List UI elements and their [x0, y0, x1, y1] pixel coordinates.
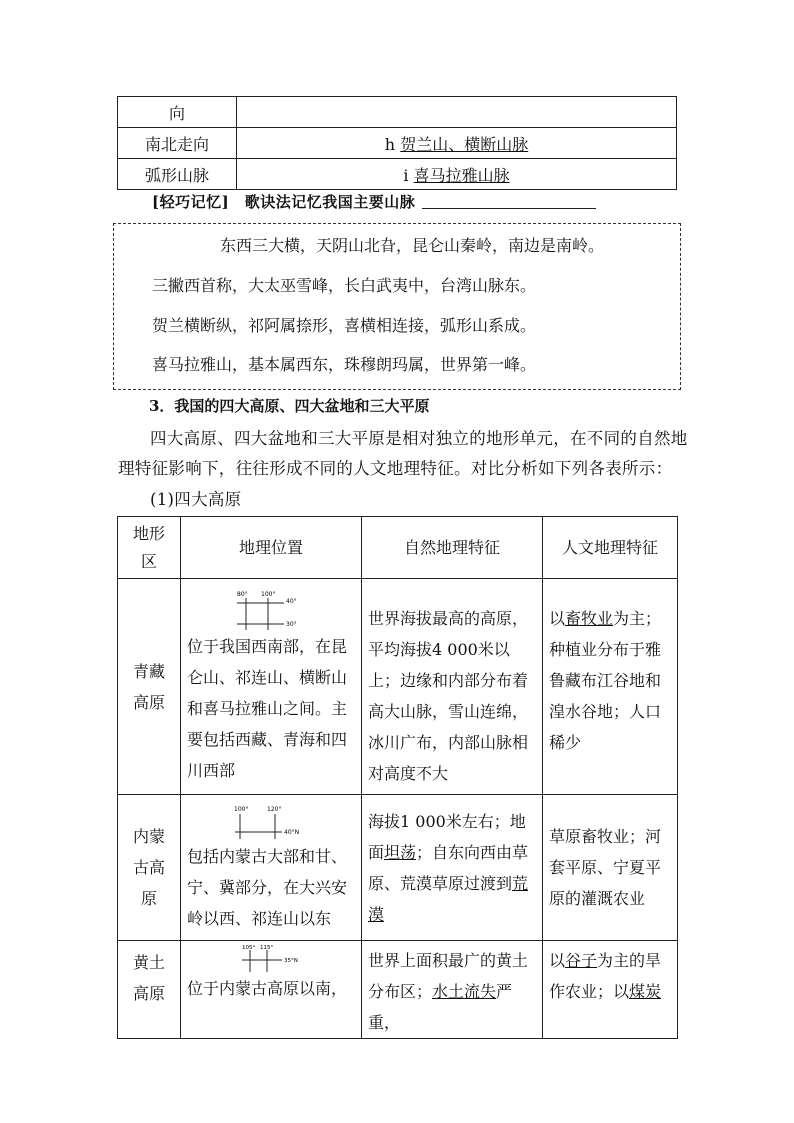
text-span: 世界上面积最广的黄土分布区； [368, 951, 529, 1001]
verse-line: 东西三大横，天阴山北旮，昆仑山秦岭，南边是南岭。 [220, 236, 605, 255]
lat-lon-grid-icon [232, 589, 312, 631]
paragraph-line: 四大高原、四大盆地和三大平原是相对独立的地形单元，在不同的自然地 [150, 429, 688, 448]
text-span: 以 [549, 609, 566, 628]
plateau-table [117, 516, 678, 1039]
region-name: 青藏 [132, 661, 165, 681]
header-cell: 自然地理特征 [362, 517, 543, 579]
answer-text: 畜牧业 [565, 609, 614, 628]
memory-tip-title: [轻巧记忆] 歌诀法记忆我国主要山脉 [152, 193, 416, 211]
location-cell [181, 579, 362, 795]
svg-text:120°: 120° [266, 806, 281, 813]
mountain-direction-table [117, 96, 677, 190]
answer-prefix: i [403, 165, 414, 185]
direction-value [237, 159, 677, 190]
text-span: 海拔1 000米左右；地面 [368, 811, 526, 862]
direction-value [237, 97, 677, 128]
answer-text: 喜马拉雅山脉 [413, 165, 510, 185]
verse-line: 喜马拉雅山，基本属西东，珠穆朗玛属，世界第一峰。 [152, 355, 537, 374]
location-cell [181, 941, 362, 1039]
svg-text:100°: 100° [233, 806, 248, 813]
header-cell: 地理位置 [181, 517, 362, 579]
natural-cell [362, 795, 543, 941]
svg-text:35°N: 35°N [283, 958, 298, 964]
region-cell [118, 941, 181, 1039]
human-cell: 草原畜牧业；河套平原、宁夏平原的灌溉农业 [543, 795, 678, 941]
direction-label: 向 [118, 97, 237, 128]
region-name: 高原 [132, 984, 165, 1003]
memory-verse-box [113, 223, 681, 390]
svg-text:105°: 105° [241, 945, 255, 951]
text-span: 以 [549, 951, 566, 970]
lat-lon-grid-icon [232, 943, 312, 973]
natural-cell [362, 941, 543, 1039]
text-span: ；自东向西由草原、荒漠草原过渡到 [368, 842, 529, 893]
text-span: 为主；种植业分布于雅鲁藏布江谷地和湟水谷地；人口稀少 [549, 609, 662, 752]
title-underline [422, 208, 596, 209]
region-cell [118, 795, 181, 941]
verse-line: 三撇西首称，大太巫雪峰，长白武夷中，台湾山脉东。 [152, 276, 537, 295]
svg-text:100°: 100° [260, 591, 275, 598]
text-span: 严重， [368, 982, 513, 1032]
natural-cell: 世界海拔最高的高原，平均海拔4 000米以上；边缘和内部分布着高大山脉，雪山连绵，冰川广布，内部山脉相对高度不大 [362, 579, 543, 795]
location-text: 包括内蒙古大部和甘、宁、冀部分，在大兴安岭以西、祁连山以东 [187, 847, 348, 928]
region-name: 黄土 [132, 953, 165, 972]
header-cell [118, 517, 181, 579]
svg-text:40°N: 40°N [283, 829, 299, 836]
human-cell [543, 579, 678, 795]
header-text: 区 [140, 551, 157, 571]
table-row [118, 795, 678, 941]
location-cell [181, 795, 362, 941]
text-span: 为主的旱作农业；以 [549, 951, 662, 1001]
answer-text: 水土流失 [432, 982, 497, 1001]
region-name: 内蒙 [132, 827, 165, 846]
region-name: 高原 [132, 692, 165, 712]
human-cell [543, 941, 678, 1039]
answer-prefix: h [384, 134, 401, 154]
svg-text:80°: 80° [236, 591, 248, 598]
answer-text: 贺兰山、横断山脉 [400, 134, 529, 154]
section-heading: 3．我国的四大高原、四大盆地和三大平原 [149, 397, 430, 415]
answer-text: 坦荡 [384, 842, 417, 862]
region-name: 原 [140, 889, 157, 908]
location-text: 位于我国西南部，在昆仑山、祁连山、横断山和喜马拉雅山之间。主要包括西藏、青海和四川西部 [187, 637, 348, 780]
lat-lon-grid-icon [232, 803, 312, 841]
answer-text: 荒漠 [368, 873, 529, 924]
svg-text:40°: 40° [285, 598, 297, 605]
svg-text:115°: 115° [259, 945, 273, 951]
direction-value [237, 128, 677, 159]
direction-label: 南北走向 [118, 128, 237, 159]
table-row [118, 941, 678, 1039]
header-cell: 人文地理特征 [543, 517, 678, 579]
answer-text: 煤炭 [629, 982, 662, 1001]
direction-label: 弧形山脉 [118, 159, 237, 190]
verse-line: 贺兰横断纵，祁阿属捺形，喜横相连接，弧形山系成。 [152, 316, 537, 335]
header-text: 地形 [132, 523, 165, 543]
paragraph-line: 理特征影响下，往往形成不同的人文地理特征。对比分析如下列各表所示： [118, 459, 673, 478]
sub-heading: (1)四大高原 [150, 490, 242, 509]
region-cell [118, 579, 181, 795]
table-header-row [118, 517, 678, 579]
location-text: 位于内蒙古高原以南， [187, 979, 348, 998]
svg-text:30°: 30° [285, 621, 297, 628]
region-name: 古高 [132, 858, 165, 877]
table-row [118, 579, 678, 795]
answer-text: 谷子 [565, 951, 598, 970]
